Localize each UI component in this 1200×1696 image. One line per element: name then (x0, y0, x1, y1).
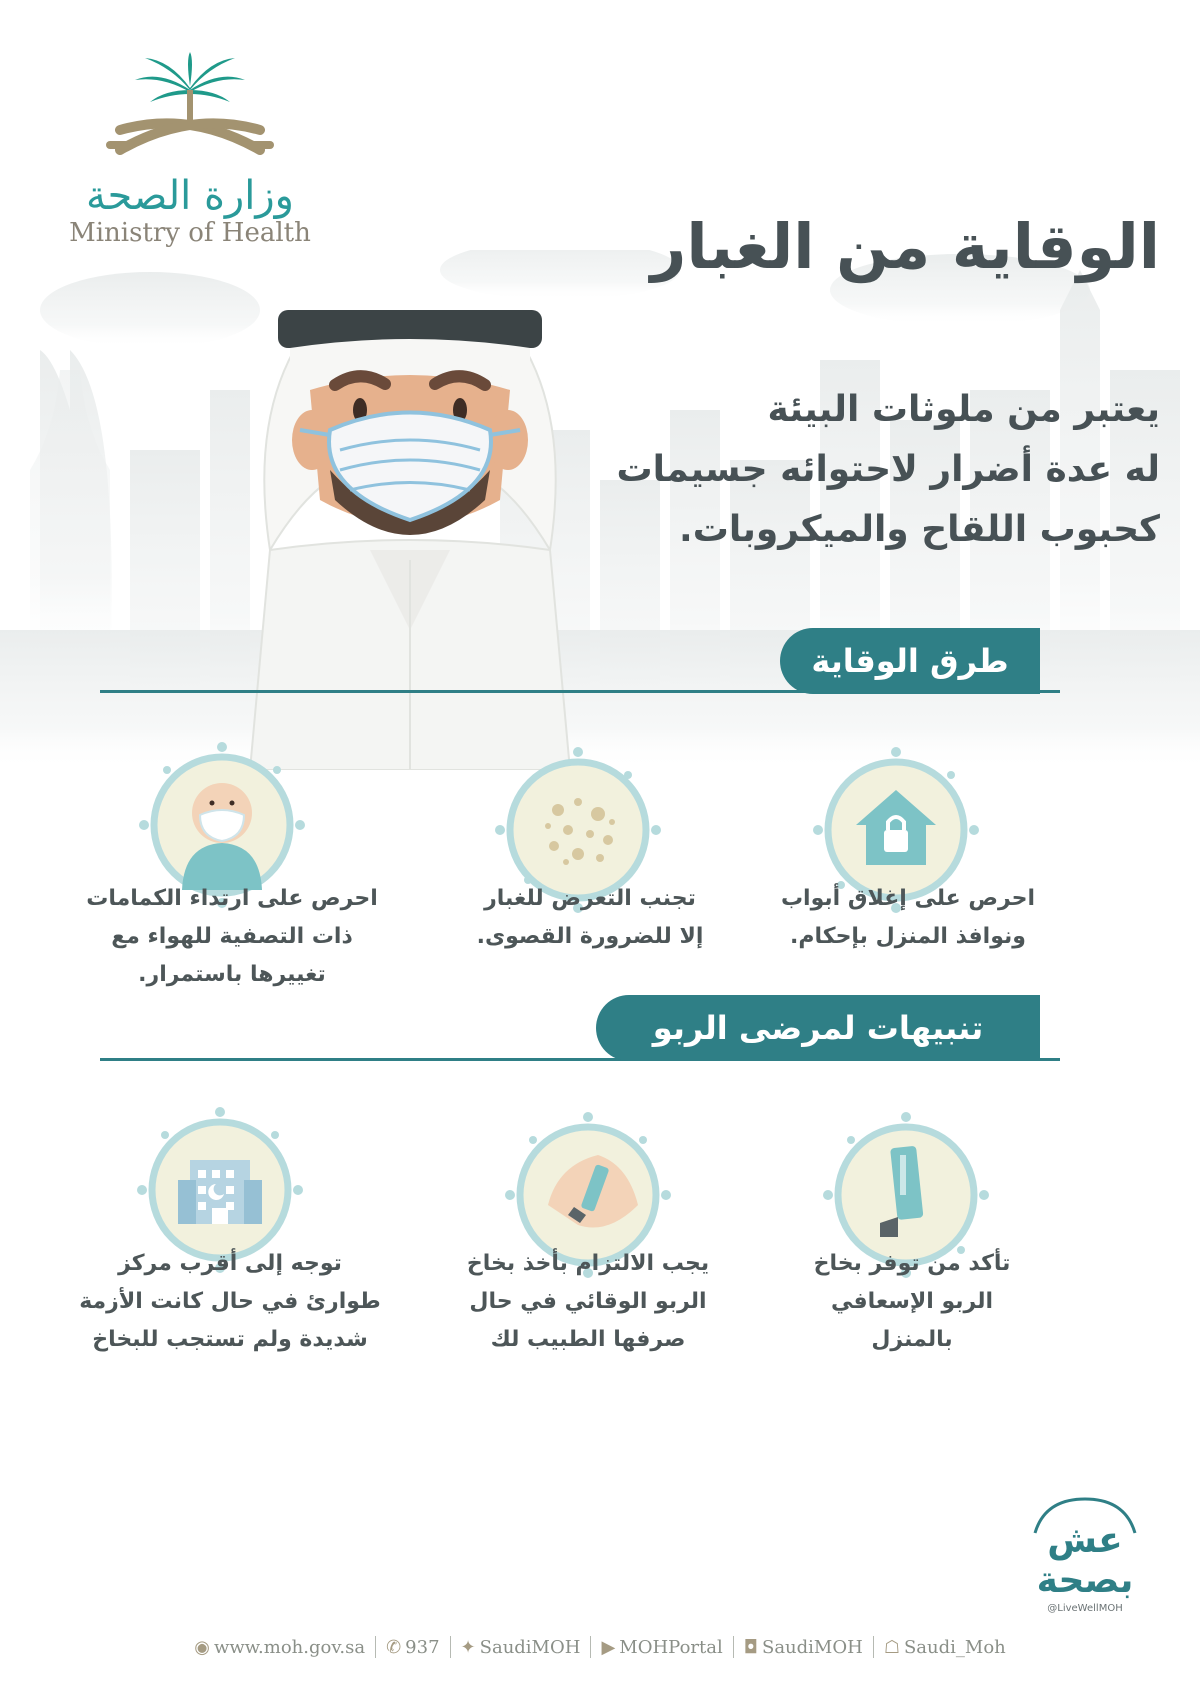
prevention-caption (72, 880, 392, 994)
logo-arabic-name: وزارة الصحة (86, 173, 294, 219)
footer-separator (733, 1636, 734, 1658)
youtube-icon: ▶ (601, 1636, 616, 1658)
asthma-caption (752, 1245, 1072, 1359)
caption-line: تأكد من توفر بخاخ (813, 1251, 1011, 1276)
caption-line: إلا للضرورة القصوى. (476, 924, 704, 949)
footer-phone-text: 937 (405, 1636, 440, 1658)
caption-line: احرص على ارتداء الكمامات (86, 886, 378, 911)
intro-line: كحبوب اللقاح والميكروبات. (679, 509, 1160, 550)
asthma-caption (428, 1245, 748, 1359)
phone-icon: ✆ (386, 1636, 402, 1658)
section-heading-asthma (596, 995, 1040, 1061)
footer-separator (590, 1636, 591, 1658)
caption-line: يجب الالتزام بأخذ بخاخ (466, 1251, 710, 1276)
footer-snapchat-text: Saudi_Moh (903, 1636, 1006, 1658)
footer-youtube-text: MOHPortal (619, 1636, 723, 1658)
ministry-logo (60, 50, 320, 280)
footer-separator (450, 1636, 451, 1658)
caption-line: شديدة ولم تستجب للبخاخ (92, 1327, 368, 1352)
footer-snapchat[interactable] (878, 1637, 1012, 1658)
footer-twitter[interactable] (455, 1637, 587, 1658)
intro-line: له عدة أضرار لاحتوائه جسيمات (616, 449, 1160, 490)
footer-instagram-text: SaudiMOH (761, 1636, 863, 1658)
palm-and-swords-emblem (90, 50, 290, 170)
person-mask-illustration (240, 300, 580, 770)
footer-instagram[interactable] (738, 1637, 869, 1658)
snapchat-icon: ☖ (883, 1636, 900, 1658)
caption-line: تغييرها باستمرار. (138, 962, 326, 987)
intro-line: يعتبر من ملوثات البيئة (767, 389, 1160, 430)
footer-youtube[interactable] (595, 1637, 728, 1658)
footer-twitter-text: SaudiMOH (479, 1636, 581, 1658)
caption-line: احرص على إغلاق أبواب (780, 886, 1036, 911)
brand-handle: @LiveWellMOH (1047, 1603, 1123, 1614)
caption-line: ونوافذ المنزل بإحكام. (790, 924, 1026, 949)
footer-contacts (0, 1636, 1200, 1676)
intro-text (540, 380, 1160, 560)
prevention-caption (430, 880, 750, 956)
footer-website-text: www.moh.gov.sa (213, 1636, 366, 1658)
caption-line: طوارئ في حال كانت الأزمة (79, 1289, 381, 1314)
footer-separator (873, 1636, 874, 1658)
caption-line: بالمنزل (871, 1327, 953, 1352)
caption-line: الربو الوقائي في حال (469, 1289, 707, 1314)
live-well-brand-mark (1010, 1495, 1160, 1614)
twitter-icon: ✦ (460, 1636, 476, 1658)
footer-phone[interactable] (380, 1637, 445, 1658)
section-heading-label: طرق الوقاية (811, 642, 1009, 680)
caption-line: توجه إلى أقرب مركز (118, 1251, 342, 1276)
section-heading-prevention (780, 628, 1040, 694)
brand-script-text: عش بصحة (1036, 1520, 1134, 1601)
instagram-icon: ◘ (743, 1636, 758, 1658)
footer-website[interactable] (188, 1637, 371, 1658)
caption-line: الربو الإسعافي (830, 1289, 994, 1314)
footer-separator (375, 1636, 376, 1658)
page-title: الوقاية من الغبار (650, 210, 1160, 283)
caption-line: ذات التصفية للهواء مع (111, 924, 353, 949)
section-heading-label: تنبيهات لمرضى الربو (652, 1009, 984, 1047)
asthma-caption (70, 1245, 390, 1359)
logo-english-name: Ministry of Health (69, 218, 311, 248)
globe-icon: ◉ (194, 1636, 210, 1658)
caption-line: صرفها الطبيب لك (490, 1327, 686, 1352)
caption-line: تجنب التعرض للغبار (484, 886, 696, 911)
prevention-caption (748, 880, 1068, 956)
